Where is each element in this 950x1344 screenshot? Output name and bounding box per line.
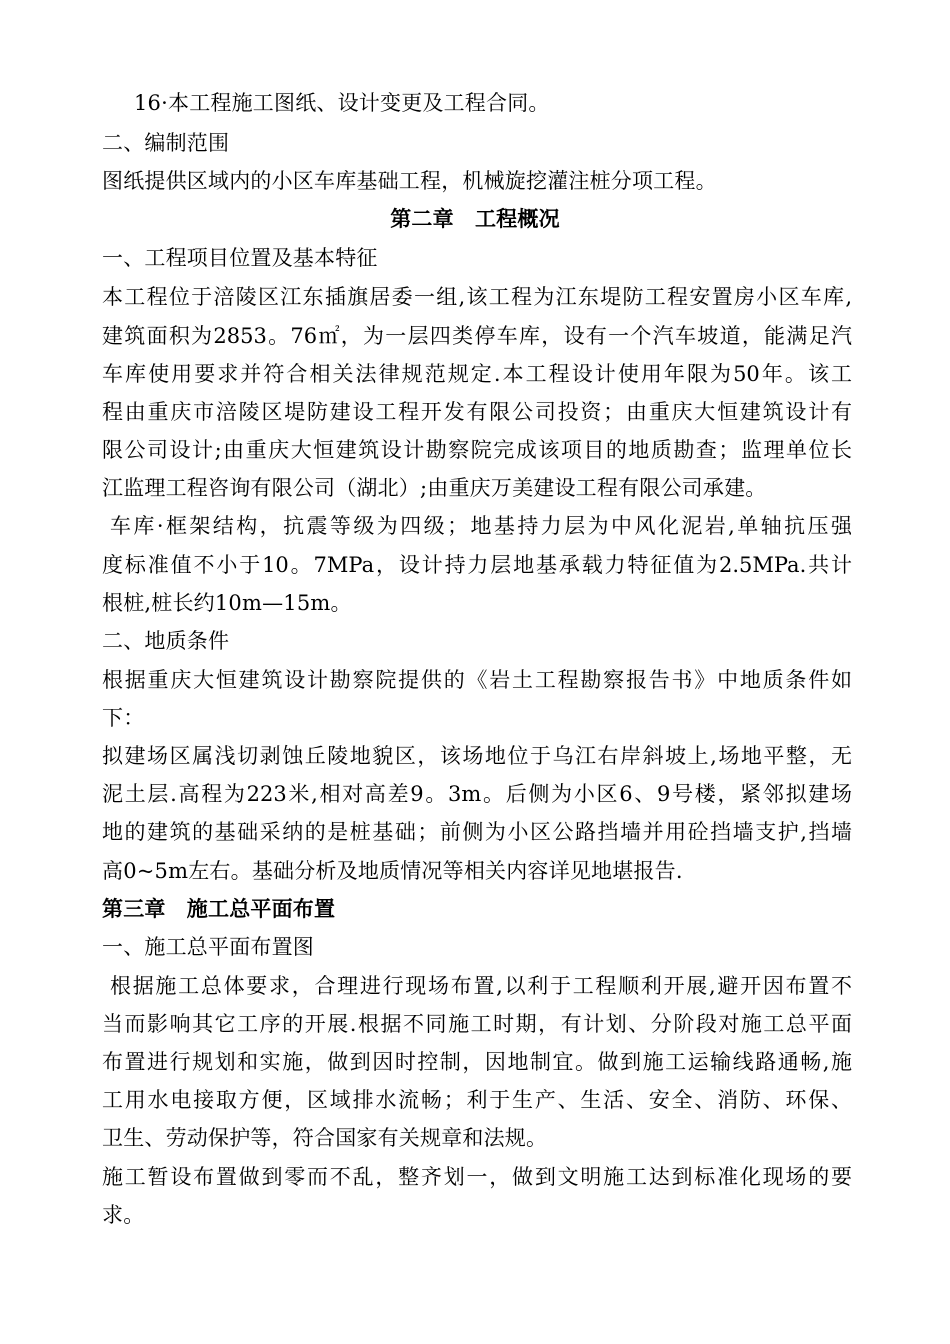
paragraph-line: 地的建筑的基础采纳的是桩基础；前侧为小区公路挡墙并用砼挡墙支护,挡墙 [102,820,852,844]
paragraph-line: 度标准值不小于10。7MPa，设计持力层地基承载力特征值为2.5MPa.共计 [102,553,852,577]
list-item-16: 16·本工程施工图纸、设计变更及工程合同。 [134,91,550,115]
paragraph-line: 车库·框架结构，抗震等级为四级；地基持力层为中风化泥岩,单轴抗压强 [110,514,852,538]
section-heading-scope: 二、编制范围 [102,131,230,155]
paragraph-line: 工用水电接取方便，区域排水流畅；利于生产、生活、安全、消防、环保、 [102,1088,852,1112]
paragraph-scope: 图纸提供区域内的小区车库基础工程，机械旋挖灌注桩分项工程。 [102,169,717,193]
section-heading-geology: 二、地质条件 [102,629,230,653]
paragraph-line: 限公司设计;由重庆大恒建筑设计勘察院完成该项目的地质勘查；监理单位长 [102,438,852,462]
paragraph-line: 车库使用要求并符合相关法律规范规定.本工程设计使用年限为50年。该工 [102,362,852,386]
paragraph-line: 根据重庆大恒建筑设计勘察院提供的《岩土工程勘察报告书》中地质条件如 [102,668,852,692]
paragraph-line: 江监理工程咨询有限公司（湖北）;由重庆万美建设工程有限公司承建。 [102,476,767,500]
paragraph-line: 根桩,桩长约10m—15m。 [102,591,352,615]
chapter-heading-2: 第二章 工程概况 [390,207,560,231]
paragraph-line: 求。 [102,1203,145,1227]
chapter-heading-3: 第三章 施工总平面布置 [102,897,336,921]
paragraph-line: 施工暂设布置做到零而不乱，整齐划一，做到文明施工达到标准化现场的要 [102,1165,852,1189]
paragraph-line: 本工程位于涪陵区江东插旗居委一组,该工程为江东堤防工程安置房小区车库, [102,285,852,309]
paragraph-line: 卫生、劳动保护等，符合国家有关规章和法规。 [102,1126,548,1150]
paragraph-line: 当而影响其它工序的开展.根据不同施工时期，有计划、分阶段对施工总平面 [102,1012,852,1036]
section-heading-location: 一、工程项目位置及基本特征 [102,246,378,270]
paragraph-line: 建筑面积为2853。76㎡，为一层四类停车库，设有一个汽车坡道，能满足汽 [102,324,852,348]
paragraph-line: 拟建场区属浅切剥蚀丘陵地貌区，该场地位于乌江右岸斜坡上,场地平整，无 [102,744,852,768]
paragraph-line: 根据施工总体要求，合理进行现场布置,以利于工程顺利开展,避开因布置不 [110,974,852,998]
paragraph-line: 泥土层.高程为223米,相对高差9。3m。后侧为小区6、9号楼，紧邻拟建场 [102,782,852,806]
section-heading-layout-plan: 一、施工总平面布置图 [102,935,314,959]
paragraph-line: 高0~5m左右。基础分析及地质情况等相关内容详见地堪报告. [102,859,683,883]
paragraph-line: 布置进行规划和实施，做到因时控制，因地制宜。做到施工运输线路通畅,施 [102,1050,852,1074]
paragraph-line: 程由重庆市涪陵区堤防建设工程开发有限公司投资；由重庆大恒建筑设计有 [102,400,852,424]
paragraph-line: 下： [102,706,145,730]
